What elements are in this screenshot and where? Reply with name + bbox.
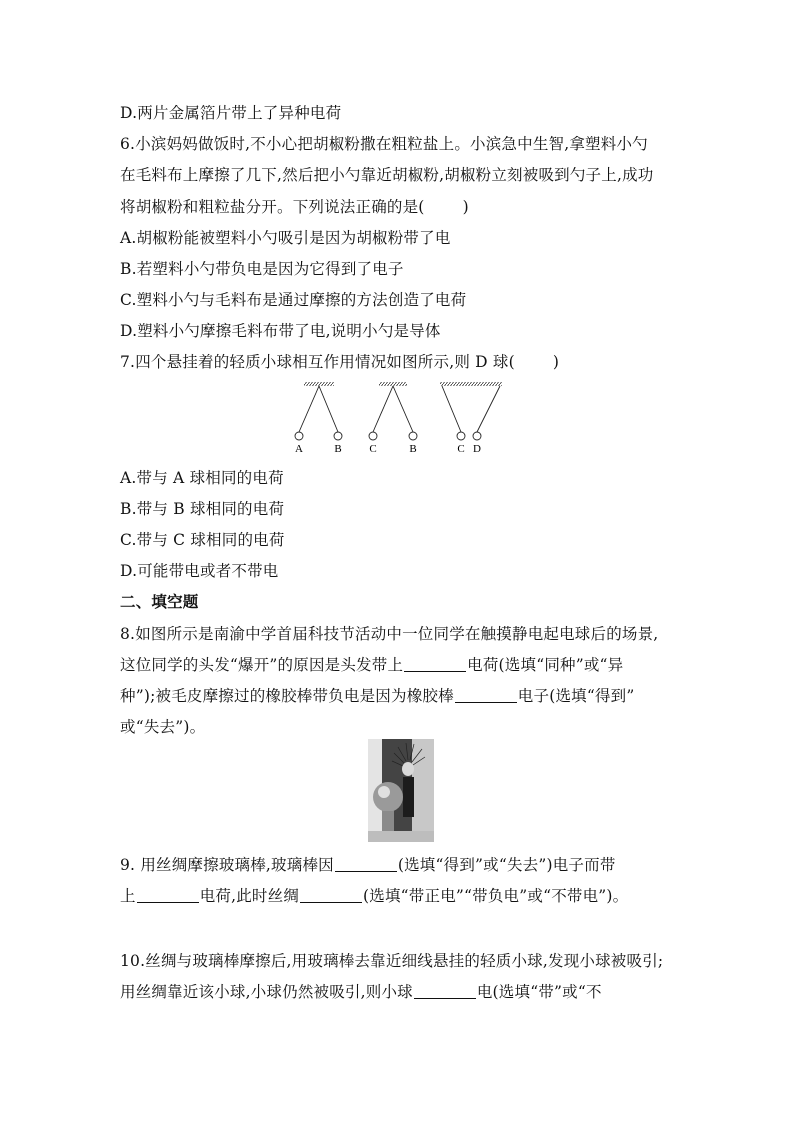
q10-stem-line1: 10.丝绸与玻璃棒摩擦后,用玻璃棒去靠近细线悬挂的轻质小球,发现小球被吸引;: [120, 952, 664, 970]
q6-stem-close: ): [462, 198, 469, 216]
q6-stem-line2: 在毛料布上摩擦了几下,然后把小勺靠近胡椒粉,胡椒粉立刻被吸到勺子上,成功: [120, 166, 654, 184]
ball-pair-ab: [295, 382, 342, 455]
ball-pair-cb: [369, 382, 417, 455]
ball-b: [334, 432, 342, 440]
q9-text: (选填“带正电”“带负电”或“不带电”)。: [363, 887, 629, 905]
q9-text: 上: [120, 887, 136, 905]
answer-blank: [404, 657, 466, 672]
ball-c: [369, 432, 377, 440]
q6-option-b: B.若塑料小勺带负电是因为它得到了电子: [120, 260, 404, 278]
answer-blank: [300, 888, 362, 903]
q9-text: 9. 用丝绸摩擦玻璃棒,玻璃棒因: [120, 856, 334, 874]
q7-stem: [120, 352, 720, 372]
q8-text: 电荷(选填“同种”或“异: [467, 656, 624, 674]
ball-b: [409, 432, 417, 440]
ball-pair-cd: [440, 382, 502, 455]
q7-option-c: C.带与 C 球相同的电荷: [120, 531, 285, 549]
answer-blank: [414, 984, 476, 999]
q7-stem-close: ): [552, 353, 560, 371]
q8-stem-line3: [120, 686, 720, 706]
q6-stem-line3: [120, 197, 720, 217]
ceiling-mount: [304, 382, 334, 386]
q9-text: (选填“得到”或“失去”)电子而带: [397, 856, 616, 874]
answer-blank: [137, 888, 199, 903]
q7-option-a: A.带与 A 球相同的电荷: [120, 469, 284, 487]
q6-option-a: A.胡椒粉能被塑料小勺吸引是因为胡椒粉带了电: [120, 229, 451, 247]
answer-blank: [455, 688, 517, 703]
q9-stem-line1: [120, 855, 720, 875]
q8-stem-line2: [120, 655, 720, 675]
q8-text: 电子(选填“得到”: [517, 687, 635, 705]
ceiling-mount: [440, 382, 502, 386]
q10-text: 用丝绸靠近该小球,小球仍然被吸引,则小球: [120, 983, 413, 1001]
label-a: A: [295, 443, 303, 455]
label-b: B: [334, 443, 342, 455]
q8-text: 种”);被毛皮摩擦过的橡胶棒带负电是因为橡胶棒: [120, 687, 454, 705]
q7-stem-text: 7.四个悬挂着的轻质小球相互作用情况如图所示,则 D 球(: [120, 353, 515, 371]
q7-option-b: B.带与 B 球相同的电荷: [120, 500, 285, 518]
q6-option-d: D.塑料小勺摩擦毛料布带了电,说明小勺是导体: [120, 322, 441, 340]
q8-stem-line4: 或“失去”)。: [120, 718, 206, 736]
q7-option-d: D.可能带电或者不带电: [120, 562, 279, 580]
label-c: C: [369, 443, 377, 455]
q6-option-c: C.塑料小勺与毛料布是通过摩擦的方法创造了电荷: [120, 291, 467, 309]
ball-c: [457, 432, 465, 440]
ball-a: [295, 432, 303, 440]
q10-stem-line2: [120, 982, 720, 1002]
answer-blank: [335, 857, 397, 872]
q9-stem-line2: [120, 886, 690, 906]
hanging-balls-figure: [290, 380, 510, 456]
q6-stem-line1: 6.小滨妈妈做饭时,不小心把胡椒粉撒在粗粒盐上。小滨急中生智,拿塑料小勺: [120, 135, 648, 153]
q8-text: 这位同学的头发“爆开”的原因是头发带上: [120, 656, 404, 674]
label-c: C: [457, 443, 465, 455]
static-electricity-photo: [368, 739, 434, 842]
q6-stem-text: 将胡椒粉和粗粒盐分开。下列说法正确的是(: [120, 198, 425, 216]
q5-option-d: D.两片金属箔片带上了异种电荷: [120, 104, 342, 122]
ball-d: [473, 432, 481, 440]
label-b: B: [409, 443, 417, 455]
section-title: 二、填空题: [120, 593, 199, 611]
q9-text: 电荷,此时丝绸: [199, 887, 300, 905]
ceiling-mount: [379, 382, 407, 386]
label-d: D: [473, 443, 481, 455]
q8-stem-line1: 8.如图所示是南渝中学首届科技节活动中一位同学在触摸静电起电球后的场景,: [120, 625, 659, 643]
q10-text: 电(选填“带”或“不: [476, 983, 602, 1001]
